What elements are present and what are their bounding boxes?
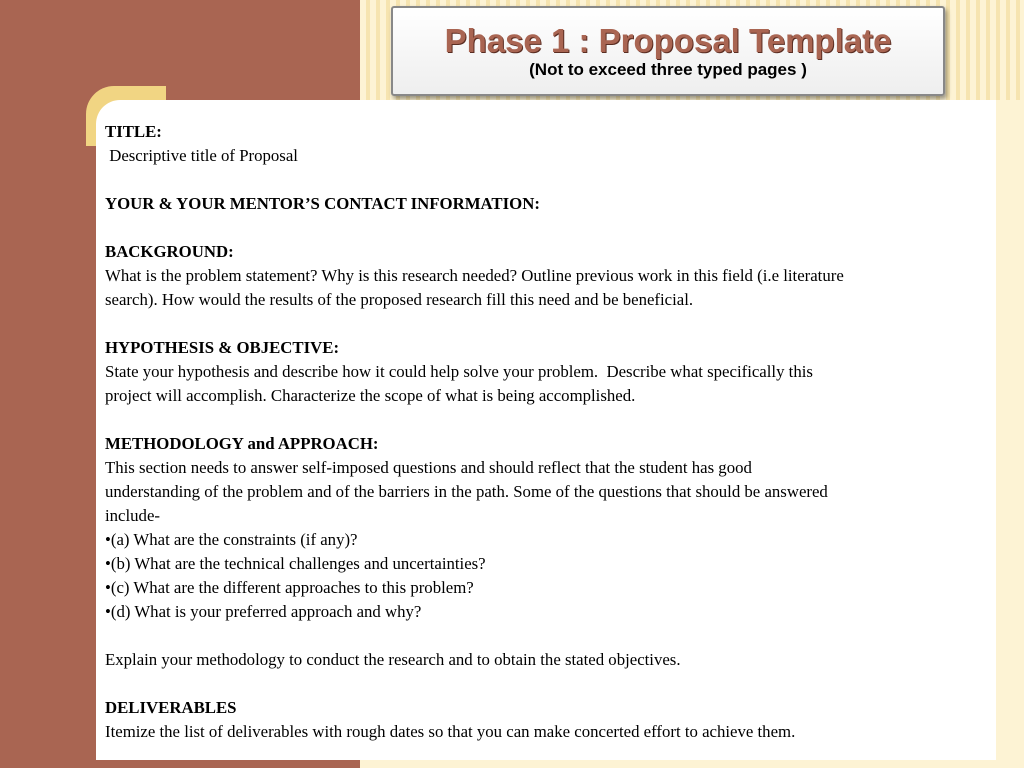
slide-content xyxy=(96,100,996,760)
background-heading: BACKGROUND: xyxy=(105,242,234,261)
hypothesis-heading: HYPOTHESIS & OBJECTIVE: xyxy=(105,338,340,357)
methodology-explain: Explain your methodology to conduct the research and to obtain the stated objectives. xyxy=(105,650,681,669)
question-b: •(b) What are the technical challenges and uncertainties? xyxy=(105,554,486,573)
methodology-line-2: understanding of the problem and of the barriers in the path. Some of the questions that should be answered xyxy=(105,482,828,501)
hypothesis-line-1: State your hypothesis and describe how it could help solve your problem. Describe what specifically this xyxy=(105,362,813,381)
background-line-1: What is the problem statement? Why is this research needed? Outline previous work in this field (i.e literature xyxy=(105,266,844,285)
question-c: •(c) What are the different approaches to this problem? xyxy=(105,578,474,597)
methodology-line-3: include- xyxy=(105,506,160,525)
question-a: •(a) What are the constraints (if any)? xyxy=(105,530,358,549)
methodology-heading: METHODOLOGY and APPROACH: xyxy=(105,434,379,453)
title-body: Descriptive title of Proposal xyxy=(105,146,298,165)
deliverables-body: Itemize the list of deliverables with rough dates so that you can make concerted effort to achieve them. xyxy=(105,722,796,741)
slide-subtitle: (Not to exceed three typed pages ) xyxy=(529,60,807,79)
methodology-line-1: This section needs to answer self-imposed questions and should reflect that the student has good xyxy=(105,458,752,477)
question-d: •(d) What is your preferred approach and why? xyxy=(105,602,422,621)
deliverables-heading: DELIVERABLES xyxy=(105,698,237,717)
slide-title: Phase 1 : Proposal Template xyxy=(444,22,892,59)
hypothesis-line-2: project will accomplish. Characterize the scope of what is being accomplished. xyxy=(105,386,636,405)
slide-title-box xyxy=(391,6,945,96)
left-decorative-band-lower xyxy=(0,100,90,768)
background-line-2: search). How would the results of the proposed research fill this need and be beneficial. xyxy=(105,290,694,309)
title-heading: TITLE: xyxy=(105,122,162,141)
contact-heading: YOUR & YOUR MENTOR’S CONTACT INFORMATION: xyxy=(105,194,540,213)
